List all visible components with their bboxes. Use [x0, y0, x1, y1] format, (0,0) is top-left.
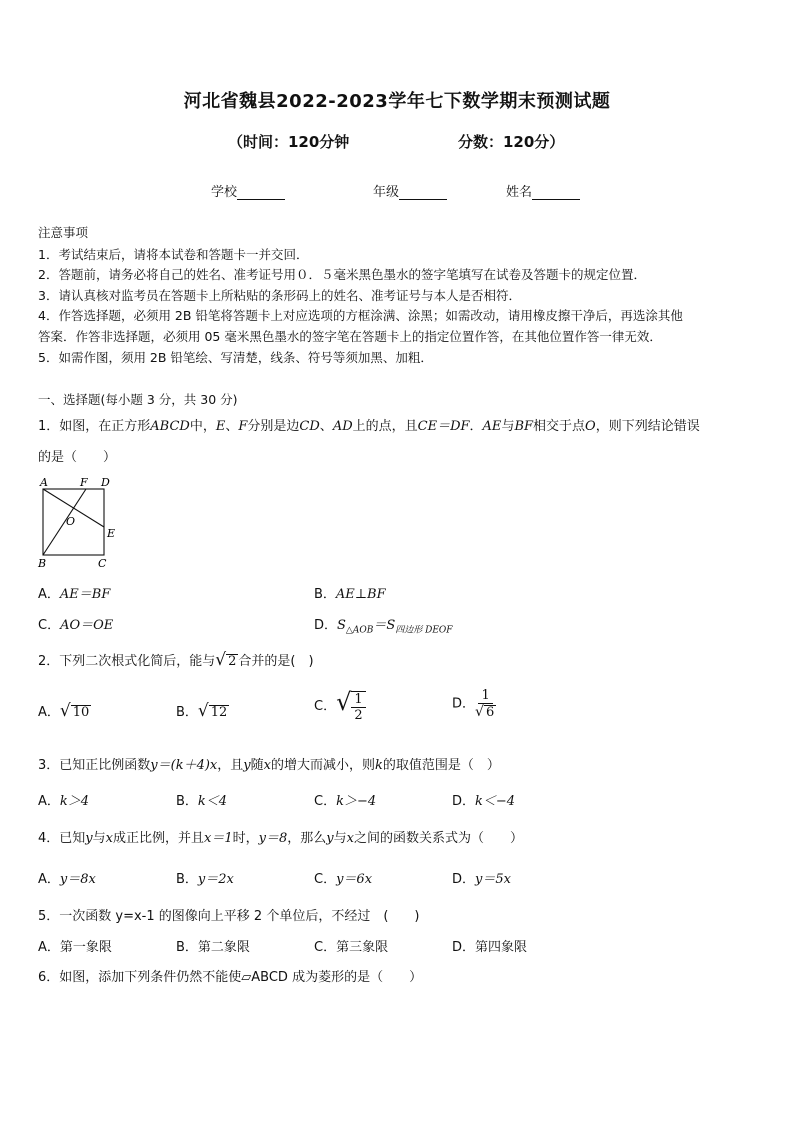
option-fraction	[351, 691, 365, 723]
q4-option-b[interactable]	[176, 868, 234, 887]
q1-var: ABCD	[150, 419, 190, 434]
segment-bf	[43, 489, 86, 555]
q1-text: 、	[225, 419, 239, 434]
option-label: C．	[38, 618, 61, 633]
note-item: 答案．作答非选择题，必须用 05 毫米黑色墨水的签字笔在答题卡上的指定位置作答，在其他位置作答一律无效．	[38, 329, 662, 344]
label-a: A	[40, 476, 48, 489]
q1-text: ，则下列结论错误	[595, 419, 700, 434]
q1-var: AE	[482, 419, 502, 434]
option-text: y＝5x	[475, 872, 511, 887]
q4-stem	[38, 827, 523, 846]
q2-option-a[interactable]	[38, 701, 91, 721]
q1-option-c[interactable]	[38, 614, 113, 633]
label-e: E	[107, 527, 116, 540]
option-text: AO＝OE	[60, 618, 114, 633]
school-label: 学校	[211, 185, 238, 200]
option-label: C．	[314, 699, 337, 714]
q1-var: BF	[514, 419, 534, 434]
q3-option-c[interactable]	[314, 790, 376, 809]
q6-stem: 6．如图，添加下列条件仍然不能使▱ABCD 成为菱形的是（ ）	[38, 970, 423, 985]
grade-blank	[399, 186, 447, 200]
q4-text: 时，	[232, 831, 259, 846]
q3-text: ，且	[217, 758, 244, 773]
q2-text: 2．下列二次根式化简后，能与	[38, 654, 216, 669]
option-label: D．	[452, 696, 476, 712]
q3-text: 的取值范围是（ ）	[382, 758, 500, 773]
option-fraction	[475, 688, 496, 720]
option-text: y＝6x	[336, 872, 373, 887]
q4-text: 之间的函数关系式为（ ）	[354, 831, 524, 846]
q2-option-b[interactable]	[176, 701, 229, 721]
radical-sign: √	[215, 650, 227, 670]
option-text: k＞−4	[336, 794, 377, 809]
q1-text: 相交于点	[533, 419, 586, 434]
option-label: B．	[176, 794, 198, 809]
exam-time: （时间：120分钟	[228, 133, 350, 151]
q2-text: 合并的是( )	[238, 654, 314, 669]
option-label: C．	[314, 872, 337, 887]
exam-score: 分数：120分）	[458, 133, 565, 151]
fraction-denominator: 2	[354, 707, 363, 723]
option-label: A．	[38, 705, 60, 720]
option-label: D．	[452, 872, 476, 887]
note-item: 1．考试结束后，请将本试卷和答题卡一并交回．	[38, 247, 309, 262]
q2-option-c[interactable]	[314, 688, 366, 723]
q1-text: 、	[319, 419, 333, 434]
q1-var: CD	[299, 419, 320, 434]
school-field	[211, 181, 285, 200]
q4-formula: x＝1	[204, 831, 233, 846]
option-text: k＜4	[197, 794, 228, 809]
q3-option-b[interactable]	[176, 790, 227, 809]
label-d: D	[101, 476, 110, 489]
option-text: ＝S	[373, 618, 396, 633]
option-text: y＝2x	[197, 872, 234, 887]
q1-var: AD	[332, 419, 353, 434]
q1-text: 分别是边	[247, 419, 300, 434]
option-label: A．	[38, 587, 60, 602]
q1-option-d[interactable]	[314, 614, 453, 636]
fraction-radicand: 6	[485, 705, 495, 720]
q4-var: y	[85, 831, 93, 846]
q4-var: x	[346, 831, 354, 846]
q5-stem: 5．一次函数 y=x-1 的图像向上平移 2 个单位后，不经过 ( )	[38, 909, 420, 924]
q3-stem	[38, 754, 500, 773]
option-text: k＞4	[59, 794, 90, 809]
q3-option-d[interactable]	[452, 790, 515, 809]
q4-option-a[interactable]	[38, 868, 96, 887]
q5-option-c[interactable]: C．第三象限	[314, 940, 389, 955]
page-title: 河北省魏县2022-2023学年七下数学期末预测试题	[183, 91, 611, 112]
option-label: A．	[38, 872, 60, 887]
q4-var: y	[326, 831, 334, 846]
radical-sign: √	[336, 688, 352, 716]
q2-option-d[interactable]	[452, 688, 496, 720]
q1-stem	[38, 415, 700, 434]
radical-sign: √	[197, 701, 209, 721]
notes-heading: 注意事项	[38, 225, 89, 240]
option-subscript: 四边形 DEOF	[395, 625, 453, 636]
option-label: D．	[452, 794, 476, 809]
label-f: F	[80, 476, 88, 489]
q1-option-a[interactable]	[38, 583, 110, 602]
q3-text: 随	[250, 758, 264, 773]
q2-stem	[38, 650, 314, 670]
q5-option-a[interactable]: A．第一象限	[38, 940, 112, 955]
label-b: B	[38, 557, 47, 570]
option-label: B．	[314, 587, 336, 602]
radical-sign: √	[475, 704, 484, 720]
grade-label: 年级	[373, 185, 400, 200]
q4-option-d[interactable]	[452, 868, 511, 887]
option-text: AE⊥BF	[335, 587, 386, 602]
note-item: 2．答题前，请务必将自己的姓名、准考证号用０．５毫米黑色墨水的签字笔填写在试卷及答题卡的规定位置．	[38, 267, 646, 282]
q1-text: 与	[501, 419, 515, 434]
option-text: k＜−4	[475, 794, 516, 809]
note-item: 4．作答选择题，必须用 2B 铅笔将答题卡上对应选项的方框涂满、涂黑；如需改动，请用橡皮擦干净后，再选涂其他	[38, 308, 683, 323]
q1-text: 1．如图，在正方形	[38, 419, 151, 434]
fraction-denominator	[475, 704, 496, 720]
note-item: 3．请认真核对监考员在答题卡上所粘贴的条形码上的姓名、准考证号与本人是否相符．	[38, 288, 521, 303]
option-radicand: 10	[72, 705, 90, 720]
q1-var: O	[585, 419, 596, 434]
q1-text: 上的点，且	[352, 419, 418, 434]
q3-var: k	[375, 758, 383, 773]
section-heading: 一、选择题(每小题 3 分，共 30 分)	[38, 392, 238, 407]
q5-option-b[interactable]: B．第二象限	[176, 940, 250, 955]
q3-text: 的增大而减小，则	[270, 758, 375, 773]
label-o: O	[66, 515, 76, 528]
option-subscript: △AOB	[345, 625, 374, 636]
grade-field	[373, 181, 447, 200]
q1-var: E	[215, 419, 226, 434]
q3-var: x	[263, 758, 271, 773]
option-label: A．	[38, 794, 60, 809]
q4-text: 与	[92, 831, 106, 846]
q1-text: ．	[469, 419, 483, 434]
q2-radicand: 2	[228, 654, 237, 669]
q3-var: y	[243, 758, 251, 773]
q1-var: CE＝DF	[417, 419, 470, 434]
fraction-numerator: 1	[478, 688, 492, 704]
option-label: C．	[314, 794, 337, 809]
label-c: C	[98, 557, 107, 570]
note-item: 5．如需作图，须用 2B 铅笔绘、写清楚，线条、符号等须加黑、加粗．	[38, 350, 433, 365]
option-text: y＝8x	[59, 872, 96, 887]
q3-option-a[interactable]	[38, 790, 89, 809]
q4-text: 4．已知	[38, 831, 86, 846]
option-text: S	[337, 618, 346, 633]
fraction-numerator: 1	[351, 692, 365, 708]
name-field	[506, 181, 580, 200]
q4-option-c[interactable]	[314, 868, 372, 887]
q4-text: 成正比例，并且	[113, 831, 205, 846]
q4-text: ，那么	[287, 831, 327, 846]
q1-text: 中，	[189, 419, 216, 434]
q4-formula: y＝8	[258, 831, 288, 846]
q4-text: 与	[333, 831, 347, 846]
option-label: B．	[176, 872, 198, 887]
option-label: B．	[176, 705, 198, 720]
q3-text: 3．已知正比例函数	[38, 758, 151, 773]
option-radicand: 12	[210, 705, 228, 720]
q4-var: x	[105, 831, 113, 846]
school-blank	[237, 186, 285, 200]
name-blank	[532, 186, 580, 200]
q1-var: F	[238, 419, 248, 434]
q1-square-figure	[34, 474, 124, 570]
q1-option-b[interactable]	[314, 583, 386, 602]
q5-option-d[interactable]: D．第四象限	[452, 940, 528, 955]
q1-stem-line2: 的是（ ）	[38, 450, 117, 465]
q3-formula: y＝(k＋4)x	[150, 758, 218, 773]
radical-sign: √	[59, 701, 71, 721]
option-label: D．	[314, 618, 338, 633]
option-text: AE＝BF	[59, 587, 111, 602]
name-label: 姓名	[506, 185, 533, 200]
